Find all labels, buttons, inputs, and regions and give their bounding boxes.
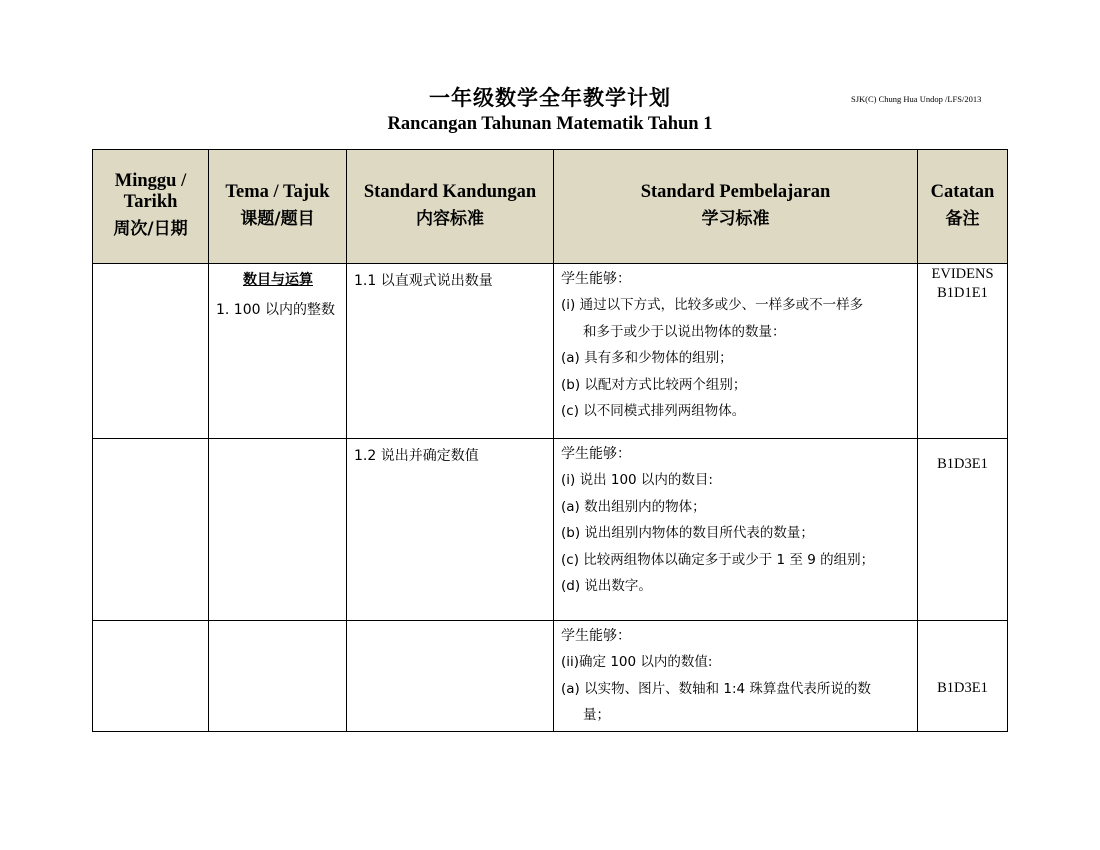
table-header-row: [93, 150, 1008, 264]
learning-line: 和多于或少于以说出物体的数量：: [583, 323, 786, 340]
header-kandungan-ms: Standard Kandungan: [363, 181, 537, 202]
catatan-code: B1D1E1: [937, 285, 988, 301]
cell-tema: [209, 264, 347, 439]
learning-line: 学生能够：: [561, 446, 631, 462]
header-kandungan-cn: 内容标准: [416, 208, 484, 229]
header-catatan-ms: Catatan: [930, 181, 995, 202]
header-pembelajaran-cn: 学习标准: [701, 208, 770, 229]
cell-pembelajaran: [554, 264, 918, 439]
cell-pembelajaran: [554, 439, 918, 621]
header-catatan-cn: 备注: [945, 208, 980, 229]
table-row: [93, 264, 1008, 439]
tema-title: 数目与运算: [243, 272, 313, 288]
cell-minggu: [93, 264, 209, 439]
cell-kandungan: [347, 264, 554, 439]
cell-kandungan-text: 1.1 以直观式说出数量: [354, 273, 493, 289]
header-tema-cn: 课题/题目: [240, 208, 315, 229]
school-reference: SJK(C) Chung Hua Undop /LFS/2013: [851, 94, 982, 104]
learning-line: (ii)确定 100 以内的数值:: [561, 654, 713, 670]
cell-kandungan-text: 1.2 说出并确定数值: [354, 448, 479, 464]
learning-line: (c) 比较两组物体以确定多于或少于 1 至 9 的组别；: [561, 551, 875, 568]
header-minggu-ms: Minggu / Tarikh: [114, 171, 187, 212]
cell-minggu-text: [93, 621, 208, 631]
learning-line: (i) 说出 100 以内的数目:: [561, 472, 713, 488]
cell-kandungan: [347, 439, 554, 621]
learning-line: 学生能够：: [561, 628, 631, 644]
document-title-chinese: 一年级数学全年教学计划: [429, 86, 671, 110]
header-pembelajaran-ms: Standard Pembelajaran: [640, 181, 831, 202]
learning-line: (a) 以实物、图片、数轴和 1:4 珠算盘代表所说的数: [561, 680, 871, 697]
header-catatan: [918, 150, 1008, 264]
catatan-evidens: EVIDENS: [931, 266, 994, 282]
cell-minggu-text: [93, 264, 208, 274]
catatan-code: B1D3E1: [937, 680, 988, 696]
document-title-malay: Rancangan Tahunan Matematik Tahun 1: [387, 114, 713, 134]
header-pembelajaran: [554, 150, 918, 264]
learning-line: (a) 具有多和少物体的组别；: [561, 350, 733, 366]
header-tema-ms: Tema / Tajuk: [225, 181, 330, 202]
cell-catatan: [918, 621, 1008, 732]
table-row: [93, 621, 1008, 732]
cell-catatan: [918, 264, 1008, 439]
header-minggu-cn: 周次/日期: [113, 219, 188, 239]
learning-line: (b) 以配对方式比较两个组别；: [561, 376, 747, 393]
learning-line: 量；: [583, 707, 610, 723]
cell-tema-text: [209, 621, 346, 631]
cell-tema: [209, 439, 347, 621]
catatan-code: B1D3E1: [937, 456, 988, 472]
cell-tema-text: [209, 439, 346, 449]
learning-line: (i) 通过以下方式，比较多或少、一样多或不一样多: [561, 297, 864, 313]
cell-tema: [209, 621, 347, 732]
learning-line: 学生能够：: [561, 271, 631, 287]
tema-subtitle: 1. 100 以内的整数: [216, 302, 335, 318]
learning-line: (c) 以不同模式排列两组物体。: [561, 403, 746, 419]
learning-line: (d) 说出数字。: [561, 578, 652, 594]
cell-minggu-text: [93, 439, 208, 449]
yearly-plan-table: [92, 149, 1008, 732]
header-kandungan: [347, 150, 554, 264]
cell-minggu: [93, 621, 209, 732]
cell-minggu: [93, 439, 209, 621]
cell-catatan: [918, 439, 1008, 621]
header-tema: [209, 150, 347, 264]
cell-kandungan-text: [347, 621, 553, 631]
table-row: [93, 439, 1008, 621]
learning-line: (a) 数出组别内的物体；: [561, 498, 706, 515]
cell-pembelajaran: [554, 621, 918, 732]
header-minggu: [93, 150, 209, 264]
cell-kandungan: [347, 621, 554, 732]
learning-line: (b) 说出组别内物体的数目所代表的数量；: [561, 525, 814, 541]
